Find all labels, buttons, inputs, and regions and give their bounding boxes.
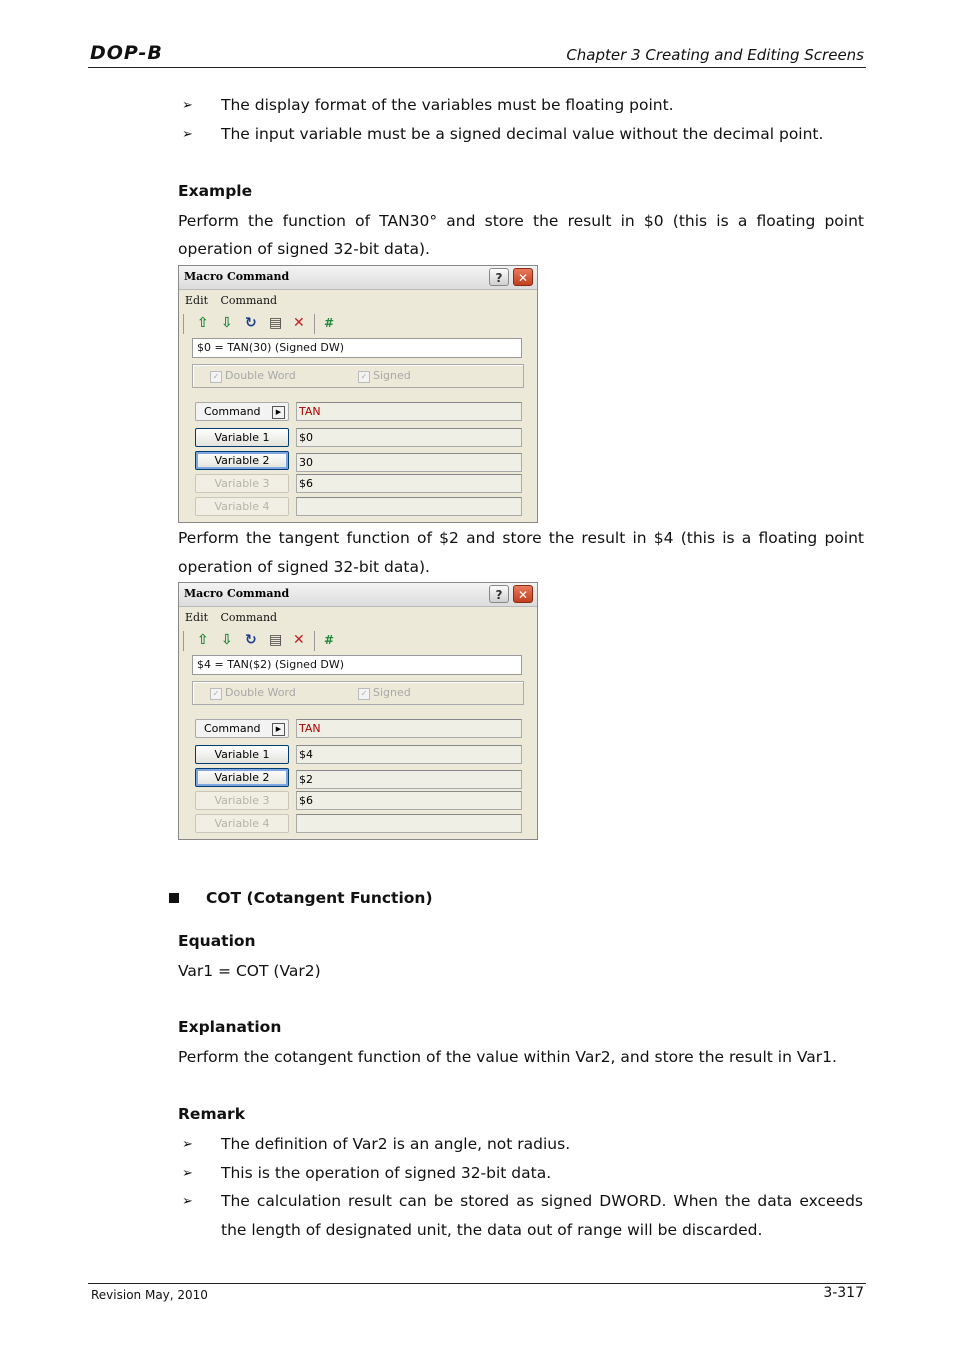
list-item: This is the operation of signed 32-bit data.: [221, 1164, 552, 1182]
signed-checkbox[interactable]: ✓: [358, 688, 370, 700]
chapter-title: Chapter 3 Creating and Editing Screens: [566, 46, 864, 64]
list-item: The definition of Var2 is an angle, not radius.: [221, 1135, 571, 1153]
variable-3-button[interactable]: Variable 3: [195, 474, 289, 493]
double-word-label: Double Word: [225, 369, 296, 382]
explanation-text: Perform the cotangent function of the value within Var2, and store the result in Var1.: [178, 1048, 837, 1066]
hash-icon[interactable]: #: [324, 316, 335, 330]
dialog-title: Macro Command: [184, 587, 290, 600]
list-item: The calculation result can be stored as signed DWORD. When the data exceeds: [221, 1192, 863, 1210]
dialog-title: Macro Command: [184, 270, 290, 283]
variable-2-button[interactable]: Variable 2: [195, 768, 289, 787]
copy-icon[interactable]: ▤: [269, 315, 283, 331]
list-item: The input variable must be a signed decimal value without the decimal point.: [221, 125, 824, 143]
menu-bar: [185, 294, 286, 307]
explanation-heading: Explanation: [178, 1018, 282, 1036]
double-word-label: Double Word: [225, 686, 296, 699]
variable-2-field[interactable]: $2: [296, 770, 522, 789]
variable-1-field[interactable]: $0: [296, 428, 522, 447]
bullet-arrow-icon: ➢: [182, 98, 193, 113]
command-label: Command: [204, 405, 261, 418]
hash-icon[interactable]: #: [324, 633, 335, 647]
refresh-icon[interactable]: ↻: [245, 315, 257, 331]
variable-4-button[interactable]: Variable 4: [195, 497, 289, 516]
variable-4-button[interactable]: Variable 4: [195, 814, 289, 833]
variable-3-field[interactable]: $6: [296, 791, 522, 810]
signed-checkbox[interactable]: ✓: [358, 371, 370, 383]
command-label: Command: [204, 722, 261, 735]
variable-3-button[interactable]: Variable 3: [195, 791, 289, 810]
command-button[interactable]: [195, 719, 289, 738]
close-button[interactable]: ✕: [513, 268, 533, 286]
refresh-icon[interactable]: ↻: [245, 632, 257, 648]
arrow-down-icon[interactable]: ⇩: [221, 632, 233, 648]
options-group: [192, 681, 524, 705]
arrow-down-icon[interactable]: ⇩: [221, 315, 233, 331]
dialog-titlebar: [179, 266, 537, 290]
toolbar: [183, 630, 529, 652]
arrow-up-icon[interactable]: ⇧: [197, 315, 209, 331]
page-number: 3-317: [823, 1285, 864, 1301]
menu-command[interactable]: Command: [220, 611, 278, 624]
signed-label: Signed: [373, 369, 411, 382]
menu-edit[interactable]: Edit: [185, 611, 209, 624]
command-field[interactable]: TAN: [296, 402, 522, 421]
list-item: The display format of the variables must be floating point.: [221, 96, 674, 114]
expression-field[interactable]: $0 = TAN(30) (Signed DW): [192, 338, 522, 358]
toolbar-separator: [314, 314, 315, 334]
dop-b-logo: DOP-B: [90, 42, 163, 64]
copy-icon[interactable]: ▤: [269, 632, 283, 648]
list-item-continuation: the length of designated unit, the data out of range will be discarded.: [221, 1221, 763, 1239]
menu-command[interactable]: Command: [220, 294, 278, 307]
variable-2-button[interactable]: Variable 2: [195, 451, 289, 470]
bullet-arrow-icon: ➢: [182, 1194, 193, 1209]
variable-4-field[interactable]: [296, 814, 522, 833]
bullet-arrow-icon: ➢: [182, 1166, 193, 1181]
example-paragraph-2-line-2: operation of signed 32-bit data).: [178, 558, 430, 576]
toolbar-separator: [183, 314, 184, 334]
example-paragraph-1-line-1: Perform the function of TAN30° and store the result in $0 (this is a floating point: [178, 212, 864, 230]
variable-1-button[interactable]: Variable 1: [195, 745, 289, 764]
play-icon: ▶: [272, 723, 285, 736]
expression-field[interactable]: $4 = TAN($2) (Signed DW): [192, 655, 522, 675]
help-button[interactable]: ?: [489, 268, 509, 286]
options-group: [192, 364, 524, 388]
help-button[interactable]: ?: [489, 585, 509, 603]
variable-1-field[interactable]: $4: [296, 745, 522, 764]
macro-command-dialog-2: [178, 582, 538, 840]
menu-bar: [185, 611, 286, 624]
variable-4-field[interactable]: [296, 497, 522, 516]
double-word-checkbox[interactable]: ✓: [210, 688, 222, 700]
example-heading: Example: [178, 182, 253, 200]
bullet-arrow-icon: ➢: [182, 127, 193, 142]
toolbar: [183, 313, 529, 335]
footer-rule: [88, 1283, 866, 1284]
command-button[interactable]: [195, 402, 289, 421]
revision-text: Revision May, 2010: [91, 1288, 208, 1302]
header-rule: [88, 67, 866, 68]
double-word-checkbox[interactable]: ✓: [210, 371, 222, 383]
toolbar-separator: [183, 631, 184, 651]
command-field[interactable]: TAN: [296, 719, 522, 738]
cot-section-title: COT (Cotangent Function): [206, 889, 433, 907]
delete-icon[interactable]: ✕: [293, 315, 305, 331]
toolbar-separator: [314, 631, 315, 651]
arrow-up-icon[interactable]: ⇧: [197, 632, 209, 648]
equation-heading: Equation: [178, 932, 256, 950]
variable-1-button[interactable]: Variable 1: [195, 428, 289, 447]
variable-3-field[interactable]: $6: [296, 474, 522, 493]
square-bullet-icon: [169, 893, 179, 903]
play-icon: ▶: [272, 406, 285, 419]
signed-label: Signed: [373, 686, 411, 699]
example-paragraph-2-line-1: Perform the tangent function of $2 and store the result in $4 (this is a floating point: [178, 529, 864, 547]
remark-heading: Remark: [178, 1105, 246, 1123]
bullet-arrow-icon: ➢: [182, 1137, 193, 1152]
delete-icon[interactable]: ✕: [293, 632, 305, 648]
macro-command-dialog-1: [178, 265, 538, 523]
equation-text: Var1 = COT (Var2): [178, 962, 321, 980]
close-button[interactable]: ✕: [513, 585, 533, 603]
dialog-titlebar: [179, 583, 537, 607]
variable-2-field[interactable]: 30: [296, 453, 522, 472]
menu-edit[interactable]: Edit: [185, 294, 209, 307]
example-paragraph-1-line-2: operation of signed 32-bit data).: [178, 240, 430, 258]
